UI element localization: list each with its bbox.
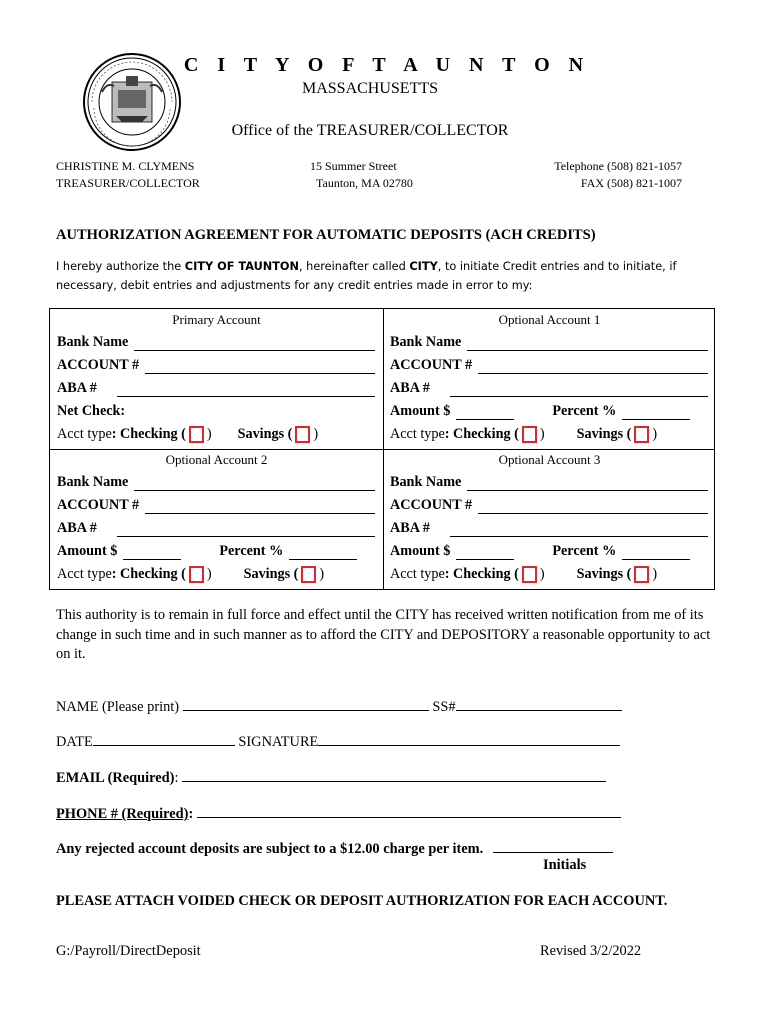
opt3-account-number-field[interactable] [478, 501, 708, 514]
address-line-1: 15 Summer Street [310, 159, 397, 173]
intro-text: I hereby authorize the CITY OF TAUNTON, hereinafter called CITY, to initiate Credit entries and to initiate, if necessary, debit entries and adjustments for any credit entries made in error to my: [56, 260, 677, 292]
city-title: C I T Y O F T A U N T O N [183, 54, 591, 76]
signature-field[interactable] [318, 731, 620, 746]
optional-account-3-title: Optional Account 3 [498, 452, 601, 467]
opt2-amount-field[interactable] [123, 547, 181, 560]
optional-account-3-section: Optional Account 3 Bank Name ACCOUNT # ABA # Amount $ Percent % Acct type : Checking ( ) Savings ( ) [383, 449, 716, 589]
opt1-aba-field[interactable] [450, 384, 708, 397]
treasurer-title: TREASURER/COLLECTOR [56, 176, 200, 190]
name-field[interactable] [183, 696, 429, 711]
office-title: Office of the TREASURER/COLLECTOR [231, 122, 509, 139]
initials-field[interactable] [493, 838, 613, 853]
phone-row: PHONE # (Required): [56, 803, 621, 823]
opt3-savings-checkbox[interactable] [634, 566, 649, 583]
name-ss-row: NAME (Please print) SS# [56, 696, 622, 716]
net-check-label: Net Check: [57, 403, 126, 419]
opt2-bank-name-field[interactable] [134, 478, 375, 491]
attach-notice: PLEASE ATTACH VOIDED CHECK OR DEPOSIT AUTHORIZATION FOR EACH ACCOUNT. [56, 893, 668, 909]
optional-account-1-title: Optional Account 1 [498, 312, 601, 327]
opt1-percent-field[interactable] [622, 407, 690, 420]
opt3-checking-checkbox[interactable] [522, 566, 537, 583]
opt1-savings-checkbox[interactable] [634, 426, 649, 443]
address-line-2: Taunton, MA 02780 [316, 176, 413, 190]
footer-path: G:/Payroll/DirectDeposit [56, 943, 201, 959]
optional-account-1-section: Optional Account 1 Bank Name ACCOUNT # ABA # Amount $ Percent % Acct type : Checking ( ) Savings ( ) [383, 309, 716, 449]
footer-revised: Revised 3/2/2022 [540, 943, 642, 959]
form-heading: AUTHORIZATION AGREEMENT FOR AUTOMATIC DEPOSITS (ACH CREDITS) [56, 227, 596, 243]
primary-bank-name-field[interactable] [134, 338, 375, 351]
ss-field[interactable] [456, 696, 622, 711]
opt2-aba-field[interactable] [117, 524, 375, 537]
rejected-row: Any rejected account deposits are subject to a $12.00 charge per item. [56, 838, 613, 858]
opt3-bank-name-field[interactable] [467, 478, 708, 491]
opt2-account-number-field[interactable] [145, 501, 375, 514]
optional-account-2-section: Optional Account 2 Bank Name ACCOUNT # ABA # Amount $ Percent % Acct type : Checking ( ) Savings ( ) [50, 449, 383, 589]
opt1-account-number-field[interactable] [478, 361, 708, 374]
opt2-savings-checkbox[interactable] [301, 566, 316, 583]
telephone: Telephone (508) 821-1057 [554, 159, 682, 173]
opt2-percent-field[interactable] [289, 547, 357, 560]
primary-account-title: Primary Account [172, 312, 261, 327]
phone-field[interactable] [197, 803, 621, 818]
primary-checking-checkbox[interactable] [189, 426, 204, 443]
email-row: EMAIL (Required): [56, 767, 606, 787]
opt3-amount-field[interactable] [456, 547, 514, 560]
opt1-amount-field[interactable] [456, 407, 514, 420]
opt3-percent-field[interactable] [622, 547, 690, 560]
treasurer-name: CHRISTINE M. CLYMENS [56, 159, 195, 173]
authority-paragraph: This authority is to remain in full force and effect until the CITY has received written notification from me of its change in such time and in such manner as to afford the CITY and DEPOSITORY a reasonable opportunity to act on it. [56, 607, 711, 662]
initials-label: Initials [543, 857, 587, 873]
state-title: MASSACHUSETTS [301, 80, 439, 97]
primary-aba-field[interactable] [117, 384, 375, 397]
opt3-aba-field[interactable] [450, 524, 708, 537]
opt1-bank-name-field[interactable] [467, 338, 708, 351]
fax: FAX (508) 821-1007 [580, 176, 682, 190]
primary-savings-checkbox[interactable] [295, 426, 310, 443]
primary-account-section: Primary Account Bank Name ACCOUNT # ABA # Net Check: Acct type : Checking ( ) Savings ( ) [50, 309, 383, 449]
opt2-checking-checkbox[interactable] [189, 566, 204, 583]
date-field[interactable] [93, 731, 235, 746]
primary-account-number-field[interactable] [145, 361, 375, 374]
date-signature-row: DATE SIGNATURE [56, 731, 620, 751]
email-field[interactable] [182, 767, 606, 782]
accounts-grid [49, 308, 715, 590]
optional-account-2-title: Optional Account 2 [165, 452, 268, 467]
opt1-checking-checkbox[interactable] [522, 426, 537, 443]
